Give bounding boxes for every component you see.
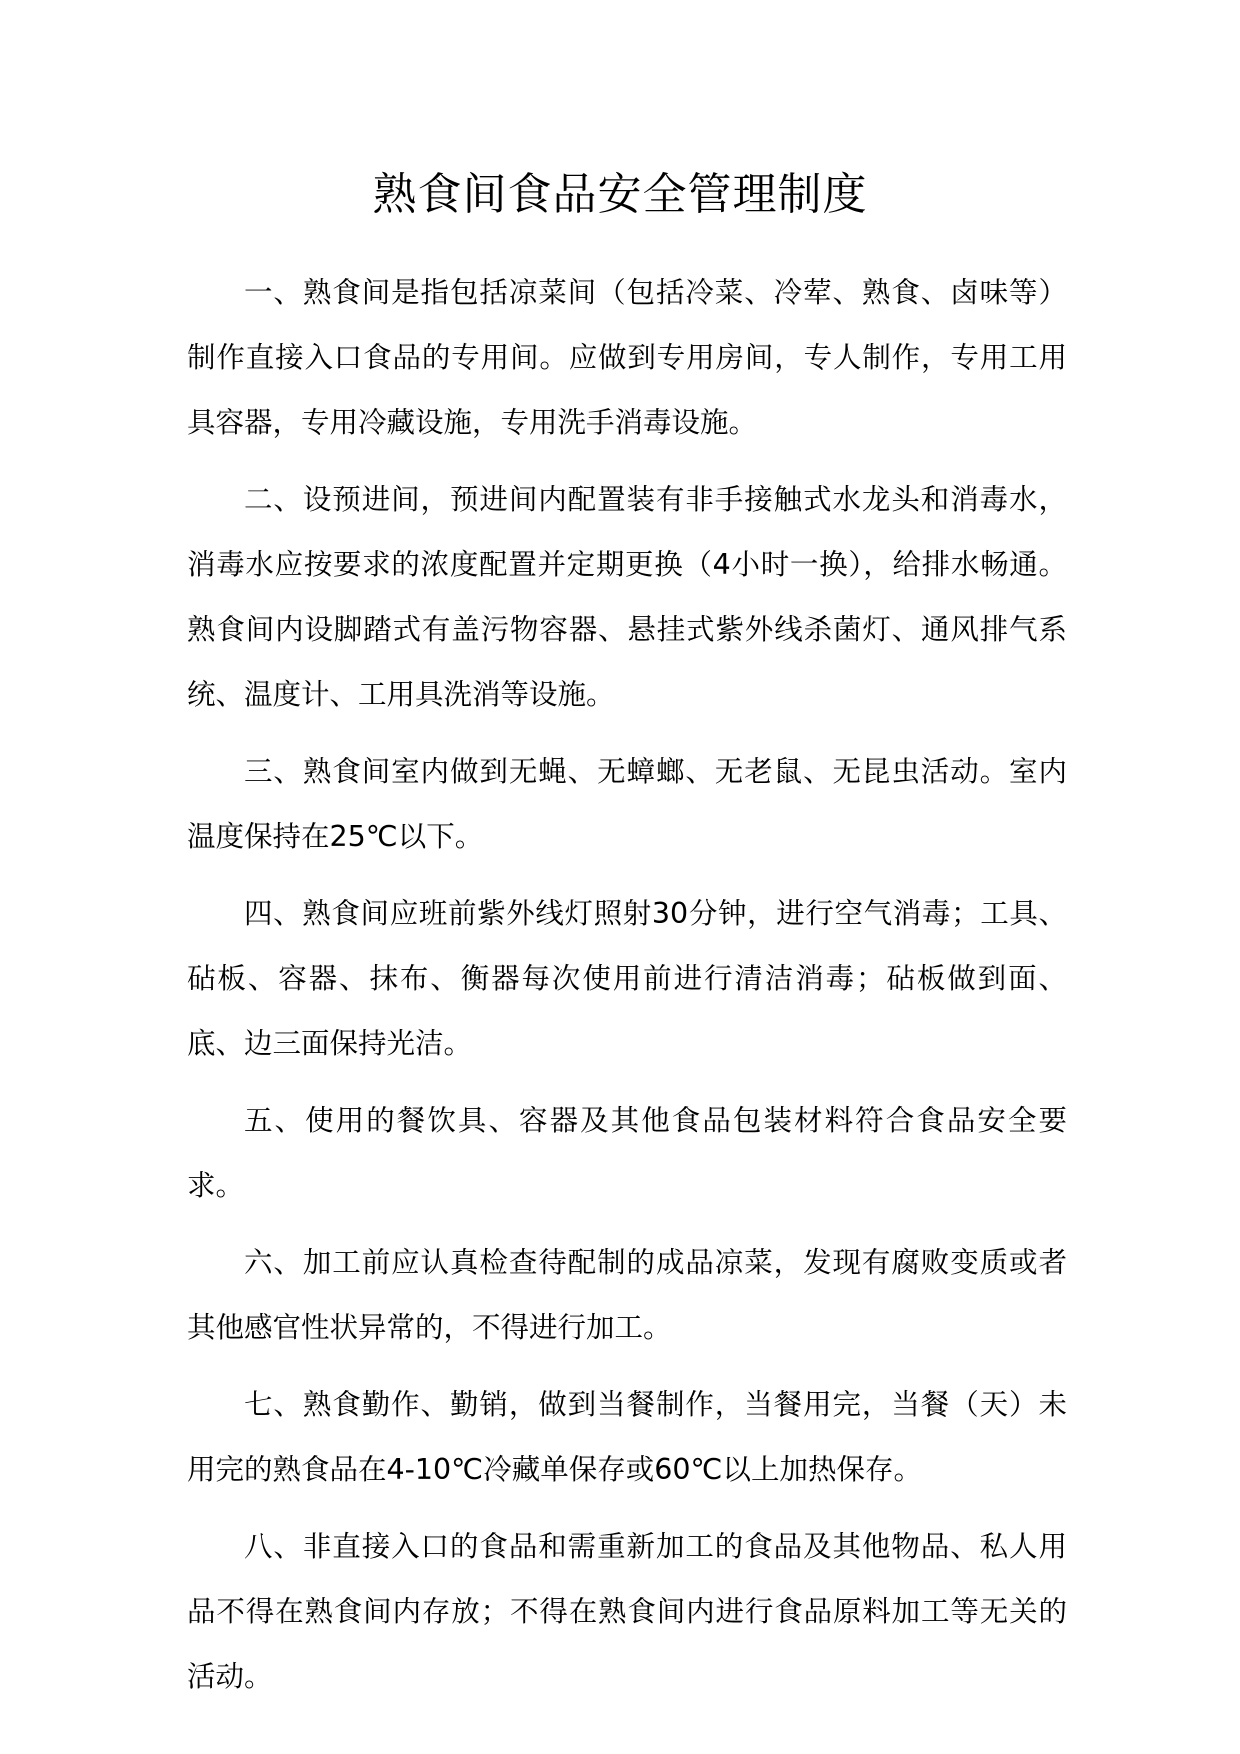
paragraph-8: 八、非直接入口的食品和需重新加工的食品及其他物品、私人用品不得在熟食间内存放；不得在熟食间内进行食品原料加工等无关的活动。 [187,1530,1067,1693]
paragraph-2: 二、设预进间，预进间内配置装有非手接触式水龙头和消毒水，消毒水应按要求的浓度配置并定期更换（4小时一换），给排水畅通。熟食间内设脚踏式有盖污物容器、悬挂式紫外线杀菌灯、通风排气系统、温度计、工用具洗消等设施。 [187,483,1067,711]
document-body [187,260,1067,1721]
paragraph-4: 四、熟食间应班前紫外线灯照射30分钟，进行空气消毒；工具、砧板、容器、抹布、衡器每次使用前进行清洁消毒；砧板做到面、底、边三面保持光洁。 [187,897,1067,1060]
paragraph-6: 六、加工前应认真检查待配制的成品凉菜，发现有腐败变质或者其他感官性状异常的，不得进行加工。 [187,1246,1067,1344]
paragraph-3: 三、熟食间室内做到无蝇、无蟑螂、无老鼠、无昆虫活动。室内温度保持在25℃以下。 [187,755,1067,853]
paragraph-7: 七、熟食勤作、勤销，做到当餐制作，当餐用完，当餐（天）未用完的熟食品在4-10℃冷藏单保存或60℃以上加热保存。 [187,1388,1067,1486]
paragraph-1: 一、熟食间是指包括凉菜间（包括冷菜、冷荤、熟食、卤味等）制作直接入口食品的专用间。应做到专用房间，专人制作，专用工用具容器，专用冷藏设施，专用洗手消毒设施。 [187,276,1067,439]
paragraph-5: 五、使用的餐饮具、容器及其他食品包装材料符合食品安全要求。 [187,1104,1067,1202]
document-title: 熟食间食品安全管理制度 [372,169,868,220]
